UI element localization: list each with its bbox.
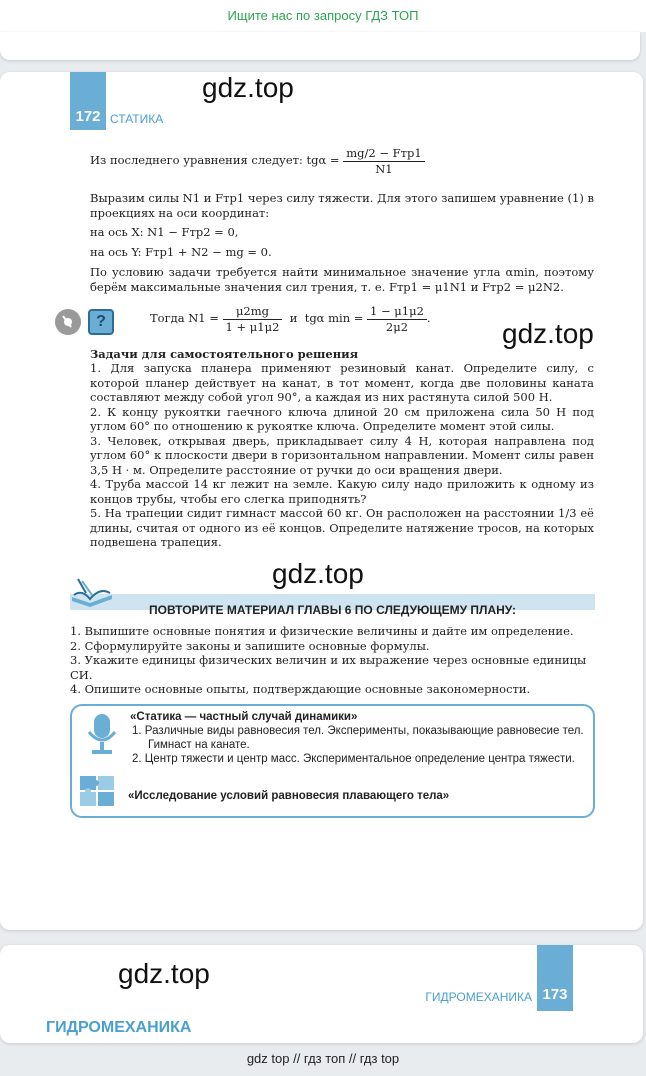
tasks-heading: Задачи для самостоятельного решения (90, 347, 359, 361)
formula-numerator: mg/2 − Fтр1 (343, 146, 424, 162)
review-item: 3. Укажите единицы физических величин и их выражение через основные единицы СИ. (70, 653, 587, 682)
task-item: 1. Для запуска планера применяют резиновый канат. Определите силу, с которой планер действует на канат, в тот момент, когда две половины каната составляют между собой угол 90°, а каждая из них растянута силой 500 Н. (90, 361, 594, 404)
topic-title-floating: «Исследование условий равновесия плавающего тела» (128, 790, 450, 802)
task-item: 4. Труба массой 14 кг лежит на земле. Какую силу надо приложить к одному из концов трубы, чтобы его слегка приподнять? (90, 477, 594, 506)
watermark: gdz.top (202, 72, 294, 103)
formula-denominator: N1 (375, 161, 393, 176)
page-number: 172 (75, 108, 101, 125)
equation-axis-x: на ось X: N1 − Fтр2 = 0, (90, 225, 239, 239)
paragraph-forces: Выразим силы N1 и Fтр1 через силу тяжести. Для этого запишем уравнение (1) в проекциях на оси координат: (90, 191, 594, 220)
review-item: 4. Опишите основные опыты, подтверждающие основные закономерности. (70, 682, 531, 696)
watermark: gdz.top (118, 958, 210, 989)
task-item: 5. На трапеции сидит гимнаст массой 60 кг. Он расположен на расстоянии 1/3 её длины, считая от одного из её концов. Определите натяжение тросов, на которых подвешена трапеция. (90, 506, 594, 549)
paragraph-friction: По условию задачи требуется найти минимальное значение угла αmin, поэтому берём максимальные значения сил трения, т. е. Fтр1 = μ1N1 и Fтр2 = μ2N2. (90, 265, 594, 294)
topic-item: 2. Центр тяжести и центр масс. Экспериментальное определение центра тяжести. (132, 753, 575, 765)
review-item: 1. Выпишите основные понятия и физические величины и дайте им определение. (70, 624, 574, 638)
tasks-list (90, 361, 594, 550)
answer-lead: Тогда N1 = (150, 311, 219, 325)
review-item: 2. Сформулируйте законы и запишите основные формулы. (70, 638, 430, 653)
next-page-section-title: ГИДРОМЕХАНИКА (425, 990, 532, 1004)
answer-and: и (289, 311, 298, 325)
answer-tg-lead: tgα min = (304, 311, 364, 325)
topic-item: 1. Различные виды равновесия тел. Эксперименты, показывающие равновесие тел. Гимнаст на канате. (132, 725, 584, 751)
topics-content (130, 710, 585, 766)
equation-axis-y: на ось Y: Fтр1 + N2 − mg = 0. (90, 245, 272, 259)
formula-lead: Из последнего уравнения следует: tgα = (90, 153, 340, 167)
task-item: 3. Человек, открывая дверь, прикладывает силу 4 Н, которая направлена под углом 60° к плоскости двери в горизонтальном направлении. Момент силы равен 3,5 Н · м. Определите расстояние от ручки до оси вращения двери. (90, 433, 594, 477)
review-list (70, 624, 595, 697)
answer-n1-fraction (223, 304, 283, 334)
formula-fraction (343, 146, 424, 176)
answer-formula: Тогда N1 = $\frac{\mu 2mg}{1 + \mu 1\mu 2}$ и tgα min = $\frac{1 - \mu 1\mu 2}{2\mu 2}$ . (150, 304, 431, 334)
question-icon: ? (88, 309, 114, 335)
watermark: gdz.top (502, 318, 594, 349)
answer-tg-fraction (367, 304, 427, 334)
answer-n1-numerator: μ2mg (223, 304, 283, 320)
microphone-icon (82, 712, 122, 756)
disc-icon (55, 309, 81, 335)
footer: gdz top // гдз топ // гдз top (246, 1051, 400, 1066)
task-item: 2. К концу рукоятки гаечного ключа длиной 20 см приложена сила 50 Н под углом 60° по отношению к рукоятке ключа. Определите момент этой силы. (90, 404, 594, 433)
chapter-title: ГИДРОМЕХАНИКА (46, 1019, 192, 1036)
review-title: ПОВТОРИТЕ МАТЕРИАЛ ГЛАВЫ 6 ПО СЛЕДУЮЩЕМУ ПЛАНУ: (149, 603, 516, 617)
answer-n1-denominator: 1 + μ1μ2 (225, 319, 280, 334)
page-section-title: СТАТИКА (110, 112, 164, 126)
previous-page-card (0, 32, 640, 60)
formula-tg (90, 146, 590, 176)
answer-tg-denominator: 2μ2 (385, 319, 409, 334)
answer-tg-numerator: 1 − μ1μ2 (367, 304, 427, 320)
next-page-number: 173 (542, 986, 568, 1003)
top-banner (0, 0, 646, 32)
watermark: gdz.top (272, 558, 364, 589)
banner-text: Ищите нас по запросу ГДЗ ТОП (227, 8, 419, 23)
topic-title: «Статика — частный случай динамики» (130, 711, 358, 723)
puzzle-icon (76, 770, 120, 810)
